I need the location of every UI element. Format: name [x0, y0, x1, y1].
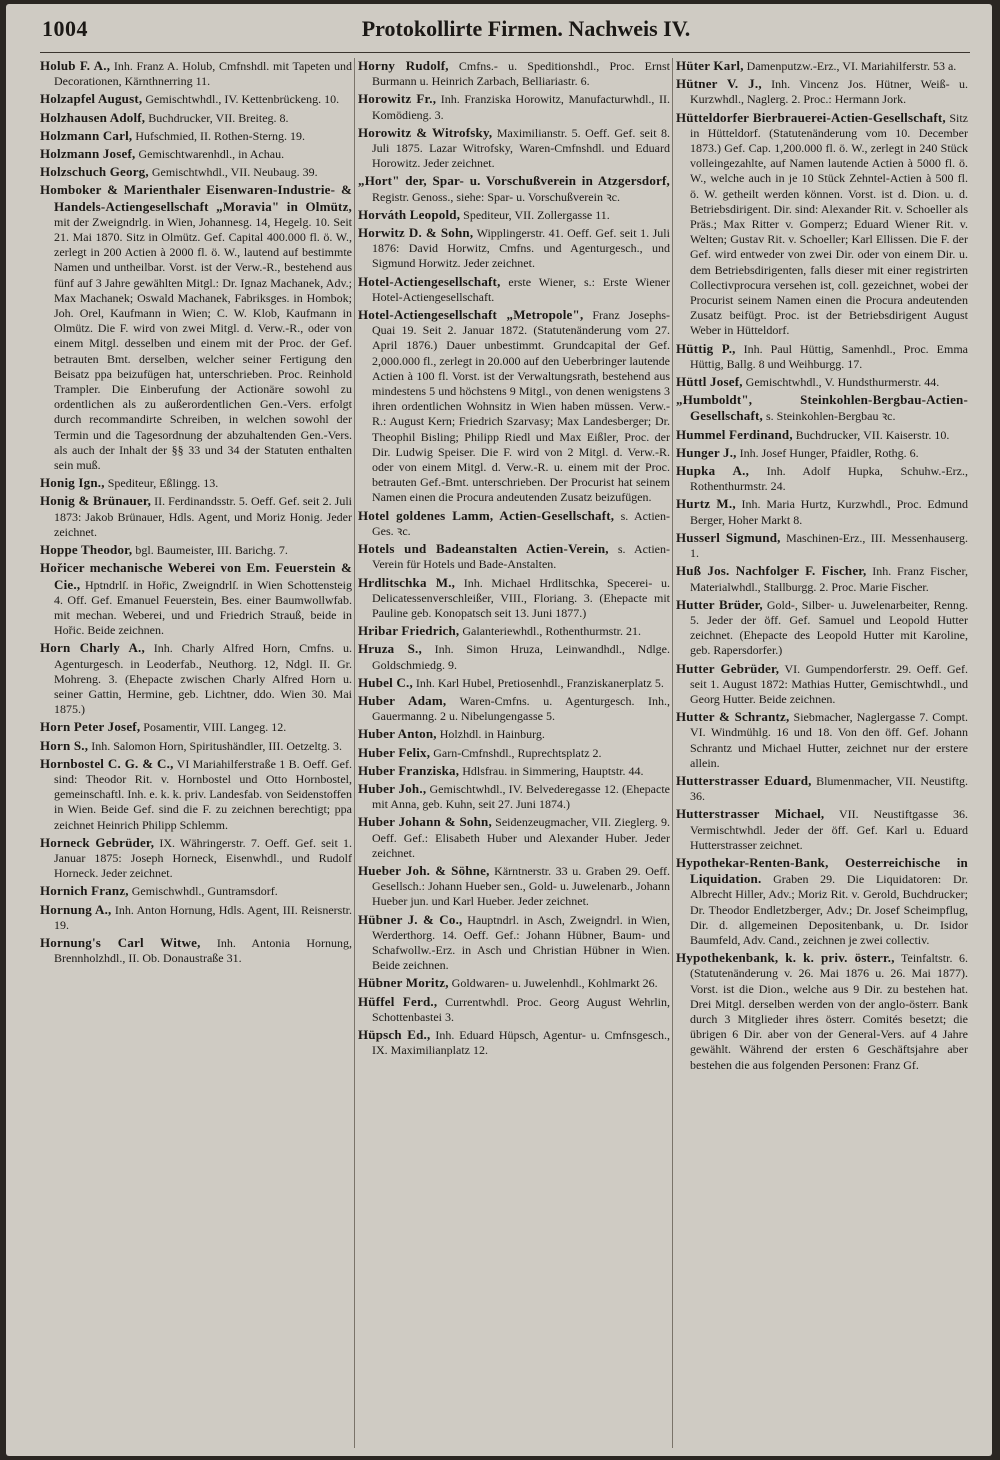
- firm-details: Galanteriewhdl., Rothenthurmstr. 21.: [459, 624, 642, 639]
- firm-details: Inh. Franziska Horowitz, Manufacturwhdl., II. Komödieng. 3.: [372, 92, 670, 122]
- firm-details: Inh. Franz Fischer, Materialwhdl., Stallburgg. 2. Proc. Marie Fischer.: [690, 564, 968, 594]
- firm-details: Inh. Charly Alfred Horn, Cmfns. u. Agenturgesch. in Leoderfab., Neuthorg. 12, Ndgl. II. Gr. Mohreng. 3. (Ehepacte zwischen Charly Alfred Horn u. seiner Gattin, Hermine, geb. Lichtner, ddo. Wien 30. Mai 1875.): [54, 641, 352, 717]
- firm-details: Inh. Antonia Hornung, Brennholzhdl., II. Ob. Donaustraße 31.: [54, 935, 352, 966]
- directory-entry: [358, 1027, 670, 1058]
- directory-entry: [676, 709, 968, 771]
- firm-details: Buchdrucker, VII. Breiteg. 8.: [145, 110, 289, 125]
- firm-name: Horny Rudolf,: [358, 58, 449, 73]
- firm-name: Hornung's Carl Witwe,: [40, 934, 201, 950]
- firm-name: Hutter & Schrantz,: [676, 709, 790, 725]
- directory-entry: [358, 91, 670, 122]
- firm-name: Hrdlitschka M.,: [358, 574, 456, 590]
- directory-entry: [676, 110, 968, 339]
- firm-details: erste Wiener, s.: Erste Wiener Hotel-Actiengesellschaft.: [372, 274, 670, 304]
- firm-details: Inh. Simon Hruza, Leinwandhdl., Ndlge. Goldschmiedg. 9.: [372, 642, 670, 672]
- column-divider: [672, 58, 673, 1448]
- firm-name: Hubel C.,: [358, 674, 413, 690]
- directory-entry: [40, 756, 352, 833]
- directory-entry: [676, 563, 968, 594]
- firm-name: Huß Jos. Nachfolger F. Fischer,: [676, 563, 867, 579]
- firm-name: Hotel goldenes Lamm, Actien-Gesellschaft,: [358, 507, 615, 523]
- firm-name: Hutter Brüder,: [676, 596, 763, 612]
- directory-entry: [358, 623, 670, 639]
- directory-entry: [358, 207, 670, 223]
- directory-entry: [40, 935, 352, 966]
- directory-entry: [358, 863, 670, 910]
- page-title: Protokollirte Firmen. Nachweis IV.: [361, 16, 691, 41]
- firm-name: Hübner Moritz,: [358, 975, 449, 991]
- firm-name: Homboker & Marienthaler Eisenwaren-Industrie- & Handels-Actiengesellschaft „Moravia" in Olmütz,: [40, 182, 352, 214]
- column-1: [40, 58, 352, 1448]
- directory-entry: [358, 814, 670, 861]
- firm-details: Inh. Salomon Horn, Spiritushändler, III. Oetzeltg. 3.: [88, 738, 343, 753]
- firm-details: s. Actien-Ges. ꝛc.: [372, 508, 670, 538]
- directory-entry: [40, 719, 352, 735]
- directory-entry: [676, 58, 968, 74]
- firm-name: Holub F. A.,: [40, 58, 111, 73]
- firm-name: Horwitz D. & Sohn,: [358, 225, 474, 241]
- directory-entry: [40, 902, 352, 933]
- firm-name: Holzapfel August,: [40, 91, 143, 107]
- firm-details: Hptndrlſ. in Hořic, Zweigndrlſ. in Wien Schottensteig 4. Off. Gef. Emanuel Feuerstein, Bes. einer Baumwollwfab. mit mechan. Weberei, und und Friedrich Strauß, beide in Hořic. Beide zeichnen.: [54, 577, 352, 638]
- page-number: 1004: [42, 16, 88, 41]
- firm-details: Teinfaltstr. 6. (Statutenänderung v. 26. Mai 1876 u. 26. Mai 1877). Vorst. ist die Dion., welche aus 9 Dir. zu bestehen hat. Drei Mitgl. derselben werden von der anglo-österr. Bank durch 3 Mitglieder ihres österr. Comités besetzt; die übrigen 6 Dir. aber von der General-Vers. auf 4 Jahre gewählt. Während der ersten 6 Geschäftsjahre aber bestehen die aus folgenden Personen: Franz Gf.: [690, 951, 968, 1072]
- firm-name: Huber Franziska,: [358, 762, 460, 778]
- firm-details: VI. Gumpendorferstr. 29. Oeff. Gef. seit 1. August 1872: Mathias Hutter, Gemischtwhdl., und Georg Hutter. Beide zeichnen.: [690, 661, 968, 706]
- firm-name: Hupka A.,: [676, 463, 750, 479]
- directory-entry: [40, 110, 352, 126]
- directory-entry: [358, 745, 670, 761]
- firm-name: Huber Anton,: [358, 726, 437, 742]
- firm-details: Currentwhdl. Proc. Georg August Wehrlin, Schottenbastei 3.: [372, 994, 670, 1024]
- directory-entry: [676, 341, 968, 372]
- firm-details: Hauptndrl. in Asch, Zweigndrl. in Wien, Werderthorg. 14. Oeff. Gef.: Johann Hübner, Baum- und Schafwollw.-Erz. in Asch und Christian Hübner in Wien. Beide zeichnen.: [372, 912, 670, 973]
- firm-details: Gemischwhdl., Guntramsdorf.: [128, 884, 278, 899]
- directory-entry: [676, 76, 968, 107]
- directory-entry: [676, 496, 968, 527]
- directory-entry: [676, 597, 968, 659]
- firm-details: Spediteur, VII. Zollergasse 11.: [460, 207, 610, 222]
- firm-details: Garn-Cmfnshdl., Ruprechtsplatz 2.: [430, 745, 602, 760]
- firm-details: VII. Neustiftgasse 36. Vermischtwhdl. Jeder der öff. Gef. Karl u. Eduard Hutterstrasser zeichnet.: [690, 807, 968, 852]
- firm-details: IX. Währingerstr. 7. Oeff. Gef. seit 1. Januar 1875: Joseph Horneck, Eisenwhdl., und Rudolf Horneck. Jeder zeichnet.: [54, 835, 352, 881]
- firm-details: Blumenmacher, VII. Neustiftg. 36.: [690, 773, 968, 804]
- directory-entry: [358, 508, 670, 539]
- directory-entry: [40, 835, 352, 882]
- header-rule: [40, 52, 970, 53]
- firm-details: Spediteur, Eßlingg. 13.: [104, 476, 219, 491]
- firm-name: Hořicer mechanische Weberei von Em. Feuerstein & Cie.,: [40, 560, 352, 592]
- directory-entry: [358, 726, 670, 742]
- directory-entry: [676, 374, 968, 390]
- firm-details: Franz Josephs-Quai 19. Seit 2. Januar 1872. (Statutenänderung vom 27. April 1876.) Dauer unbestimmt. Grundcapital der Gef. 2,000.000 fl., zerlegt in 20.000 auf den Ueberbringer lautende Actien à 100 fl. Vorst. ist der Verwaltungsrath, bestehend aus mindestens 5 und höchstens 9 Mitgl., von denen wenigstens 3 ihren ordentlichen Wohnsitz in Wien haben müssen. Verw.-R.: August Kern; Friedrich Szarvasy; Max Landesberger; Dr. Theophil Bisling; Philipp Riedl und Max Eißler, Proc. der Dir. Ludwig Speiser. Die F. wird von 2 Mitgl. d. Verw.-R. oder von einem Mitgl. d. Verw.-R. u. einem mit der Proc. betrauten Gef.-Bmt. unterschrieben. Der Procurist hat seinem Namen einen die Procura andeutenden Zusatz beizufügen.: [372, 308, 670, 505]
- firm-name: Honig Ign.,: [40, 475, 105, 491]
- directory-entry: [40, 58, 352, 89]
- directory-entry: [676, 530, 968, 561]
- firm-name: Hueber Joh. & Söhne,: [358, 862, 490, 878]
- firm-name: Hüpsch Ed.,: [358, 1026, 431, 1042]
- directory-entry: [40, 640, 352, 717]
- firm-details: Goldwaren- u. Juwelenhdl., Kohlmarkt 26.: [448, 976, 658, 991]
- firm-details: Graben 29. Die Liquidatoren: Dr. Albrecht Hiller, Adv.; Moriz Rit. v. Gerold, Buchdrucker; Dr. Theodor Endletzberger, Adv.; Dr. Josef Scheimpflug, Dir. d. allgemeinen Depositenbank, u. Dr. Isidor Baumfeld, Adv. Cand., zeichnen je zwei collectiv.: [690, 872, 968, 947]
- firm-details: Wipplingerstr. 41. Oeff. Gef. seit 1. Juli 1876: David Horwitz, Cmfns. und Agenturgesch., und Sigmund Horwitz. Jeder zeichnet.: [372, 226, 670, 271]
- firm-name: Huber Johann & Sohn,: [358, 814, 492, 830]
- firm-name: Holzmann Carl,: [40, 127, 133, 143]
- directory-entry: [676, 463, 968, 494]
- firm-name: Horowitz Fr.,: [358, 91, 437, 107]
- firm-name: Hütteldorfer Bierbrauerei-Actien-Gesellschaft,: [676, 109, 946, 125]
- firm-name: Hruza S.,: [358, 641, 422, 657]
- directory-entry: [676, 855, 968, 948]
- firm-name: Horowitz & Witrofsky,: [358, 124, 493, 140]
- firm-name: Horneck Gebrüder,: [40, 834, 155, 850]
- firm-details: Inh. Adolf Hupka, Schuhw.-Erz., Rothenthurmstr. 24.: [690, 464, 968, 494]
- firm-details: Cmfns.- u. Speditionshdl., Proc. Ernst Burmann u. Heinrich Zarbach, Belliariastr. 6.: [372, 59, 670, 89]
- firm-name: Hypothekenbank, k. k. priv. österr.,: [676, 950, 895, 966]
- firm-name: Huber Joh.,: [358, 780, 427, 796]
- directory-entry: [40, 128, 352, 144]
- directory-entry: [358, 274, 670, 305]
- firm-details: Gemischtwhdl., V. Hundsthurmerstr. 44.: [742, 375, 940, 390]
- firm-name: Holzmann Josef,: [40, 146, 136, 162]
- firm-name: Hotels und Badeanstalten Actien-Verein,: [358, 541, 609, 557]
- firm-details: Seidenzeugmacher, VII. Zieglerg. 9. Oeff. Gef.: Elisabeth Huber und Alexander Huber. Jeder zeichnet.: [372, 815, 670, 860]
- firm-details: Inh. Josef Hunger, Pfaidler, Rothg. 6.: [736, 445, 919, 460]
- directory-entry: [676, 427, 968, 443]
- firm-details: Maximilianstr. 5. Oeff. Gef. seit 8. Juli 1875. Lazar Witrofsky, Waren-Cmfnshdl. und Eduard Horowitz. Jeder zeichnet.: [372, 125, 670, 171]
- firm-name: Honig & Brünauer,: [40, 493, 152, 509]
- firm-name: Hribar Friedrich,: [358, 623, 460, 639]
- firm-name: Hornung A.,: [40, 901, 112, 917]
- directory-entry: [358, 173, 670, 204]
- firm-name: Husserl Sigmund,: [676, 529, 781, 545]
- directory-entry: [358, 307, 670, 506]
- directory-entry: [40, 493, 352, 540]
- directory-entry: [676, 661, 968, 708]
- firm-name: Hotel-Actiengesellschaft,: [358, 273, 501, 289]
- firm-name: Hüttl Josef,: [676, 374, 743, 390]
- directory-entry: [40, 146, 352, 162]
- directory-entry: [676, 950, 968, 1073]
- firm-name: Hummel Ferdinand,: [676, 426, 793, 442]
- firm-name: Horn S.,: [40, 737, 89, 753]
- directory-entry: [40, 560, 352, 638]
- directory-page: [6, 4, 992, 1456]
- firm-details: Gemischtwarenhdl., in Achau.: [135, 147, 285, 162]
- directory-entry: [358, 58, 670, 89]
- firm-details: Posamentir, VIII. Langeg. 12.: [140, 720, 287, 735]
- directory-entry: [358, 575, 670, 622]
- firm-name: Hübner J. & Co.,: [358, 911, 463, 927]
- directory-entry: [40, 542, 352, 558]
- firm-name: Huber Adam,: [358, 692, 447, 708]
- directory-entry: [40, 883, 352, 899]
- firm-details: Inh. Maria Hurtz, Kurzwhdl., Proc. Edmund Berger, Hoher Markt 8.: [690, 497, 968, 527]
- firm-details: Hdlsfrau. in Simmering, Hauptstr. 44.: [459, 763, 644, 778]
- directory-entry: [676, 773, 968, 804]
- firm-name: Hypothekar-Renten-Bank, Oesterreichische in Liquidation.: [676, 854, 968, 887]
- firm-details: Registr. Genoss., siehe: Spar- u. Vorschußverein ꝛc.: [372, 189, 620, 204]
- directory-entry: [358, 675, 670, 691]
- firm-name: Hüter Karl,: [676, 58, 744, 73]
- firm-details: mit der Zweigndrlg. in Wien, Johannesg. 14, Hegelg. 10. Seit 21. Mai 1870. Sitz in Olmütz. Gef. Capital 400.000 fl. ö. W., zerlegt in 200 Actien à 2000 fl. ö. W., lautend auf bestimmte Namen und untheilbar. Vorst. ist der Verw.-R., bestehend aus fünf auf 3 Jahre gewählten Mitgl.: Dr. Ignaz Machanek, Adv.; Max Machanek; Oswald Machanek, Fabriksges. in Hombok; Joh. Orel, Kaufmann in Wien; C. W. Klob, Kaufmann in Olmütz. Die F. wird von zwei Mitgl. d. Verw.-R., oder von einem Mitgl. desselben und einem mit der Proc. der Gef. betrauten Bmt. derselben, welcher seiner Fertigung den Beisatz ppa beizufügen hat, unterschrieben. Proc. Reinhold Trampler. Die Einberufung der Actionäre sowohl zu ordentlichen als zu außerordentlichen Gen.-Vers. erfolgt durch recommandirte Schreiben, in welchen sowohl der Termin und die Tagesordnung der abzuhaltenden Gen.-Vers. als auch der Inhalt der §§ 33 und 34 der Statuten enthalten sein muß.: [54, 214, 352, 473]
- firm-name: Hutterstrasser Michael,: [676, 806, 825, 822]
- firm-name: Hornbostel C. G. & C.,: [40, 755, 174, 771]
- directory-entry: [358, 641, 670, 672]
- firm-details: Inh. Franz A. Holub, Cmfnshdl. mit Tapeten und Decorationen, Kärnthnerring 11.: [54, 59, 352, 89]
- firm-name: Hunger J.,: [676, 444, 737, 460]
- firm-name: Hornich Franz,: [40, 883, 129, 899]
- directory-entry: [40, 182, 352, 473]
- directory-entry: [676, 392, 968, 424]
- firm-details: Hufschmied, II. Rothen-Sterng. 19.: [132, 128, 305, 143]
- firm-details: s. Actien-Verein für Hotels und Bade-Anstalten.: [372, 542, 670, 572]
- firm-details: Gold-, Silber- u. Juwelenarbeiter, Renng. 5. Jeder der öff. Gef. Samuel und Leopold Hutter zeichnet. (Ehepacte des Leopold Hutter mit Karoline, geb. Rapersdorfer.): [690, 597, 968, 658]
- firm-details: Inh. Michael Hrdlitschka, Specerei- u. Delicatessenverschleißer, VIII., Floriang. 3. (Ehepacte mit Pauline geb. Konopatsch seit 13. Juni 1877.): [372, 575, 670, 620]
- directory-entry: [358, 541, 670, 572]
- firm-name: Hutter Gebrüder,: [676, 660, 780, 676]
- firm-details: Kärntnerstr. 33 u. Graben 29. Oeff. Gesellsch.: Johann Hueber sen., Gold- u. Juwelenarb., Johann Hueber jun. und Karl Hueber. Jeder zeichnet.: [372, 863, 670, 909]
- column-divider: [354, 58, 355, 1448]
- firm-details: Inh. Paul Hüttig, Samenhdl., Proc. Emma Hüttig, Ballg. 8 und Weihburgg. 17.: [690, 341, 968, 371]
- firm-details: Inh. Karl Hubel, Pretiosenhdl., Franziskanerplatz 5.: [412, 675, 664, 690]
- firm-details: bgl. Baumeister, III. Barichg. 7.: [132, 543, 288, 558]
- firm-details: II. Ferdinandsstr. 5. Oeff. Gef. seit 2. Juli 1873: Jakob Brünauer, Hdls. Agent, und Moriz Honig. Jeder zeichnet.: [54, 494, 352, 539]
- directory-entry: [358, 912, 670, 974]
- firm-details: Gemischtwhdl., IV. Belvederegasse 12. (Ehepacte mit Anna, geb. Kuhn, seit 27. Juni 1874.): [372, 781, 670, 812]
- firm-details: Inh. Anton Hornung, Hdls. Agent, III. Reisnerstr. 19.: [54, 902, 352, 932]
- directory-entry: [358, 693, 670, 724]
- firm-details: Damenputzw.-Erz., VI. Mariahilferstr. 53 a.: [743, 59, 957, 73]
- firm-name: Hurtz M.,: [676, 496, 736, 512]
- directory-entry: [358, 763, 670, 779]
- directory-entry: [358, 994, 670, 1025]
- firm-details: Sitz in Hütteldorf. (Statutenänderung vom 10. December 1873.) Gef. Cap. 1,200.000 fl. ö. W., zerlegt in 240 Stück volleingezahlte, auf Namen lautende Actien à 5000 fl. ö. W., welche auch in je 10 Stück Zehntel-Actien à 500 fl. ö. W. getheilt werden können. Vorst. ist d. Dion. u. d. Betriebsdirigent. Dir. sind: Alexander Rit. v. Schoeller als Präs.; Max Ritter v. Gomperz; Eduard Wiener Rit. v. Welten; Gustav Rit. v. Schoeller; Karl Ellissen. Die F. der Gef. wird entweder von zwei Dir. oder von einem Dir. u. dem Betriebsdirigenten, falls dieser mit einer registrirten Collectivprocura versehen ist, coll. gezeichnet, wobei der Procurist seinem Namen einen die Procura andeutenden Zusatz beifügt. Proc. ist der Betriebsdirigent August Weber in Hütteldorf.: [690, 110, 968, 338]
- firm-details: Waren-Cmfns. u. Agenturgesch. Inh., Gauermanng. 2 u. Nibelungengasse 5.: [372, 693, 670, 724]
- directory-entry: [358, 225, 670, 272]
- directory-entry: [358, 975, 670, 991]
- firm-name: „Hort" der, Spar- u. Vorschußverein in Atzgersdorf,: [358, 173, 670, 189]
- firm-details: Holzhdl. in Hainburg.: [436, 727, 545, 742]
- firm-details: Gemischtwhdl., VII. Neubaug. 39.: [148, 165, 318, 180]
- directory-entry: [358, 781, 670, 812]
- firm-name: Hotel-Actiengesellschaft „Metropole",: [358, 307, 584, 323]
- firm-details: Inh. Eduard Hüpsch, Agentur- u. Cmfnsgesch., IX. Maximilianplatz 12.: [372, 1027, 670, 1058]
- directory-entry: [40, 475, 352, 491]
- firm-name: Hütner V. J.,: [676, 76, 762, 92]
- firm-details: Maschinen-Erz., III. Messenhauserg. 1.: [690, 530, 968, 561]
- firm-name: Horváth Leopold,: [358, 206, 461, 222]
- firm-details: Siebmacher, Naglergasse 7. Compt. VI. Windmühlg. 16 und 18. Von den öff. Gef. Johann Schrantz und Michael Hutter, zeichnet nur der erstere allein.: [690, 710, 968, 770]
- firm-name: Horn Charly A.,: [40, 640, 145, 656]
- firm-name: „Humboldt", Steinkohlen-Bergbau-Actien-Gesellschaft,: [676, 392, 968, 424]
- firm-name: Hoppe Theodor,: [40, 542, 133, 558]
- directory-entry: [676, 806, 968, 853]
- firm-name: Hüffel Ferd.,: [358, 993, 438, 1009]
- directory-entry: [40, 738, 352, 754]
- column-3: [676, 58, 968, 1448]
- directory-entry: [676, 445, 968, 461]
- firm-name: Holzschuch Georg,: [40, 164, 149, 180]
- firm-details: Gemischtwhdl., IV. Kettenbrückeng. 10.: [142, 92, 340, 107]
- firm-details: s. Steinkohlen-Bergbau ꝛc.: [763, 409, 896, 424]
- firm-name: Hutterstrasser Eduard,: [676, 772, 812, 788]
- directory-entry: [358, 125, 670, 172]
- firm-name: Hüttig P.,: [676, 340, 736, 356]
- firm-name: Huber Felix,: [358, 744, 431, 760]
- firm-name: Horn Peter Josef,: [40, 719, 141, 735]
- firm-details: VI Mariahilferstraße 1 B. Oeff. Gef. sind: Theodor Rit. v. Hornbostel und Otto Hornbostel, gemeinschaftl. Inh. e. k. k. priv. Landesfab. von Seidenstoffen in Wien. Beide Gef. sind die F. zu zeichnen berechtigt; ppa zeichnet Heinrich Philipp Schlemm.: [54, 756, 352, 832]
- directory-entry: [40, 91, 352, 107]
- column-2: [358, 58, 670, 1448]
- firm-details: Inh. Vincenz Jos. Hütner, Weiß- u. Kurzwhdl., Naglerg. 2. Proc.: Hermann Jork.: [690, 77, 968, 107]
- directory-entry: [40, 164, 352, 180]
- firm-name: Holzhausen Adolf,: [40, 109, 146, 125]
- firm-details: Buchdrucker, VII. Kaiserstr. 10.: [792, 427, 950, 442]
